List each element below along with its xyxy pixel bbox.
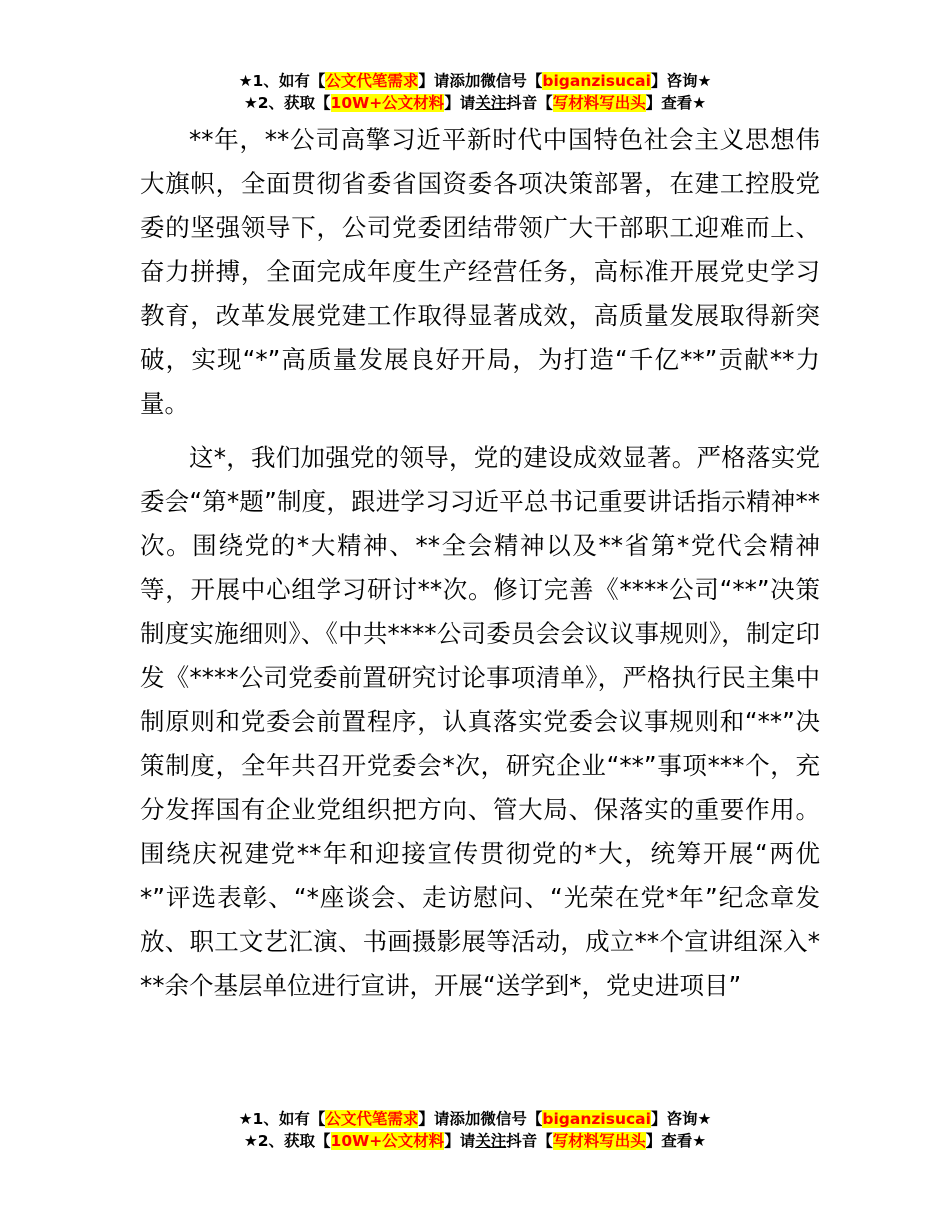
paragraph-1: **年，**公司高擎习近平新时代中国特色社会主义思想伟大旗帜，全面贯彻省委省国资委各项决策部署，在建工控股党委的坚强领导下，公司党委团结带领广大干部职工迎难而上、奋力拼搏，全面完成年度生产经营任务，高标准开展党史学习教育，改革发展党建工作取得显著成效，高质量发展取得新突破，实现“*”高质量发展良好开局，为打造“千亿**”贡献**力量。 — [140, 125, 820, 418]
footer-ad-line-2 — [0, 1130, 950, 1152]
ad-text: 抖音【 — [506, 94, 553, 112]
ad-text: 】咨询★ — [650, 1110, 712, 1128]
header-ad-line-2 — [0, 92, 950, 114]
document-body — [140, 118, 820, 1008]
ad-text: 】请 — [444, 94, 476, 112]
ad-highlight-ghostwriting: 公文代笔需求 — [325, 1110, 419, 1128]
ad-highlight-materials: 10W+公文材料 — [330, 1132, 445, 1150]
header-ad-line-1 — [0, 70, 950, 92]
ad-highlight-douyin-account: 写材料写出头 — [552, 1132, 646, 1150]
ad-text: ★1、如有【 — [238, 72, 326, 90]
ad-text: ★2、获取【 — [243, 94, 331, 112]
ad-text: ★1、如有【 — [238, 1110, 326, 1128]
ad-highlight-douyin-account: 写材料写出头 — [552, 94, 646, 112]
ad-text-follow: 关注 — [475, 1132, 507, 1150]
ad-highlight-materials: 10W+公文材料 — [330, 94, 445, 112]
ad-text: 抖音【 — [506, 1132, 553, 1150]
ad-text: ★2、获取【 — [243, 1132, 331, 1150]
ad-text: 】请 — [444, 1132, 476, 1150]
ad-highlight-ghostwriting: 公文代笔需求 — [325, 72, 419, 90]
ad-text-add: 添加 — [449, 72, 481, 90]
footer-ad-line-1 — [0, 1108, 950, 1130]
ad-text-follow: 关注 — [475, 94, 507, 112]
footer-ad-banner — [0, 1108, 950, 1152]
paragraph-2: 这*，我们加强党的领导，党的建设成效显著。严格落实党委会“第*题”制度，跟进学习习近平总书记重要讲话指示精神**次。围绕党的*大精神、**全会精神以及**省第*党代会精神等，开展中心组学习研讨**次。修订完善《****公司“**”决策制度实施细则》、《中共****公司委员会会议议事规则》，制定印发《****公司党委前置研究讨论事项清单》，严格执行民主集中制原则和党委会前置程序，认真落实党委会议事规则和“**”决策制度，全年共召开党委会*次，研究企业“**”事项***个，充分发挥国有企业党组织把方向、管大局、保落实的重要作用。围绕庆祝建党**年和迎接宣传贯彻党的*大，统筹开展“两优*”评选表彰、“*座谈会、走访慰问、“光荣在党*年”纪念章发放、职工文艺汇演、书画摄影展等活动，成立**个宣讲组深入***余个基层单位进行宣讲，开展“送学到*，党史进项目” — [140, 443, 820, 1000]
ad-text: 】查看★ — [645, 1132, 707, 1150]
ad-text: 微信号【 — [480, 72, 543, 90]
ad-text: 】请 — [418, 72, 450, 90]
ad-text: 微信号【 — [480, 1110, 543, 1128]
ad-text: 】请 — [418, 1110, 450, 1128]
ad-highlight-wechat-id: biganzisucai — [542, 1110, 651, 1128]
ad-text-add: 添加 — [449, 1110, 481, 1128]
ad-text: 】咨询★ — [650, 72, 712, 90]
header-ad-banner — [0, 70, 950, 114]
ad-highlight-wechat-id: biganzisucai — [542, 72, 651, 90]
ad-text: 】查看★ — [645, 94, 707, 112]
